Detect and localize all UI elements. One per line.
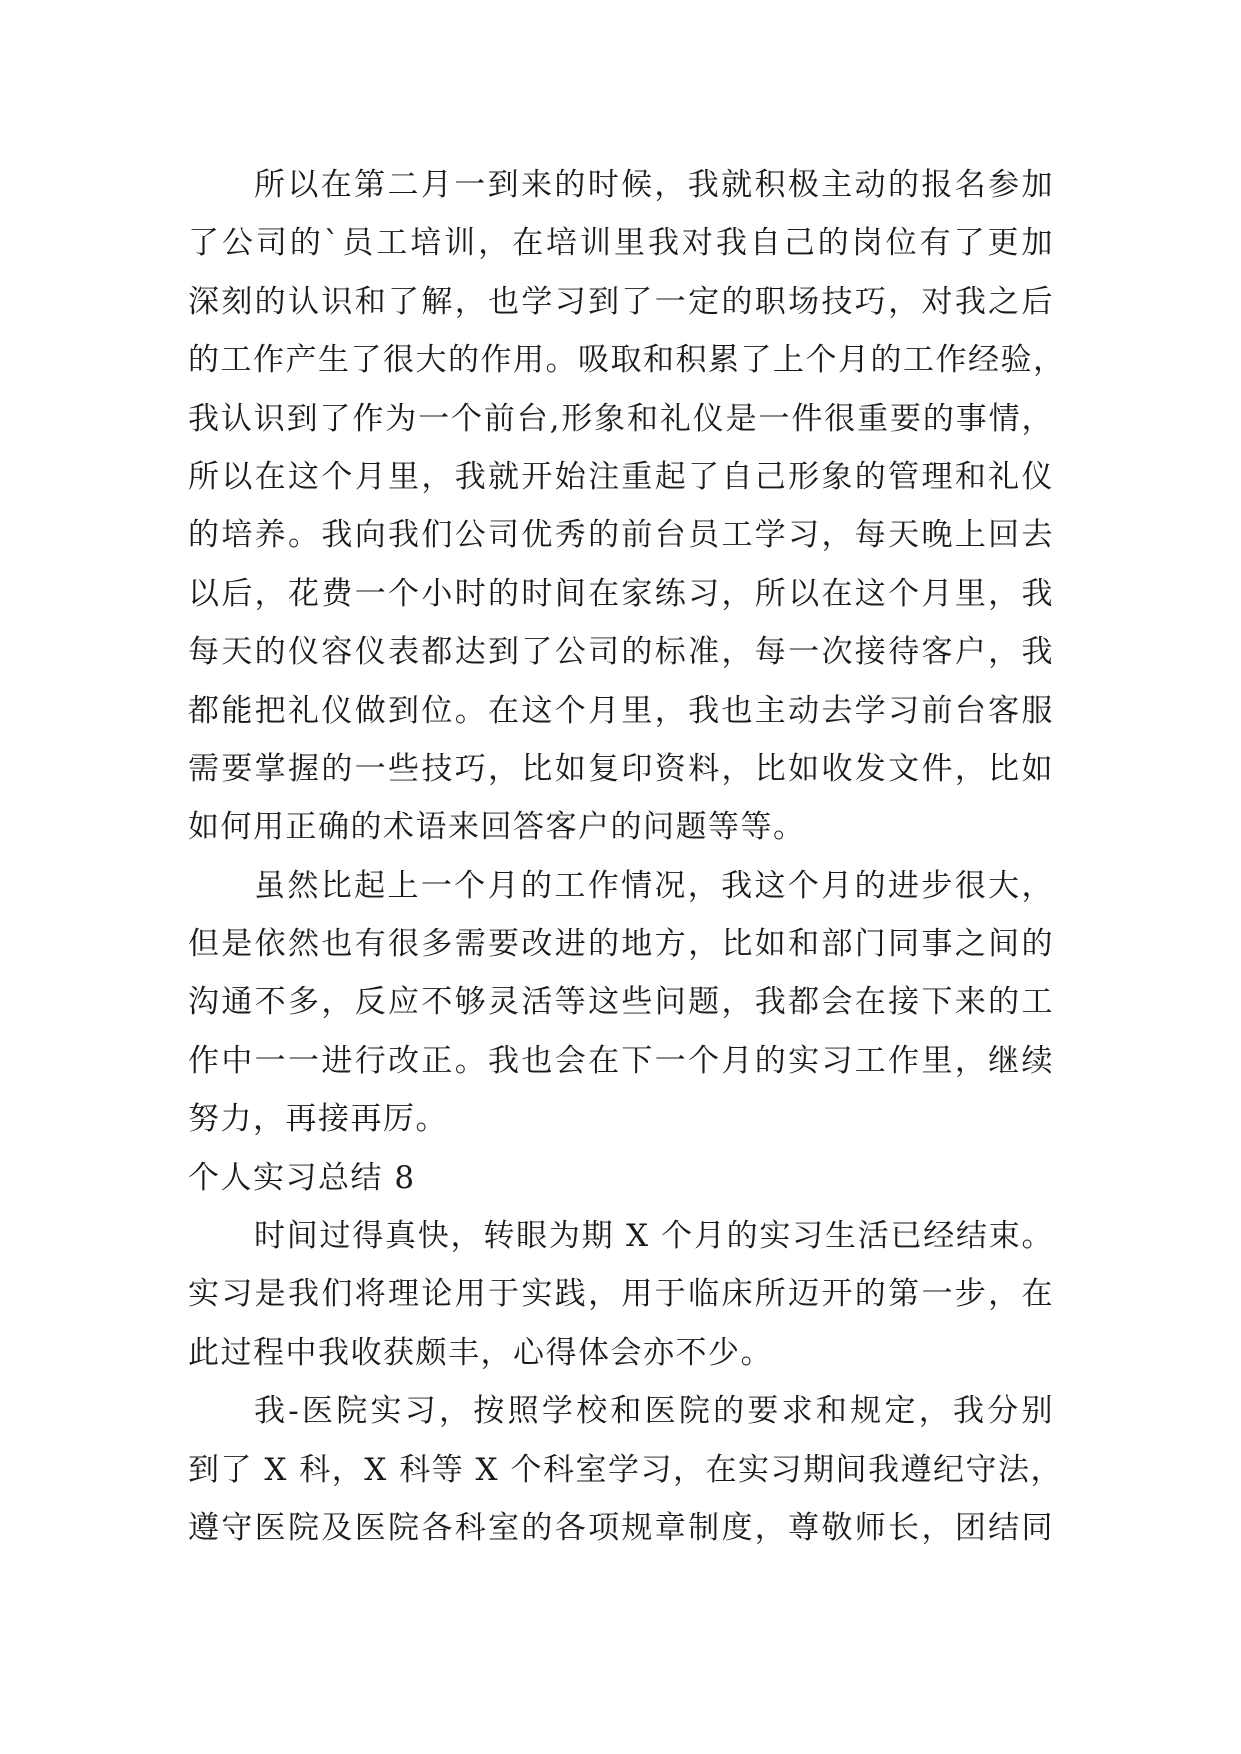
document-body bbox=[188, 156, 1066, 1557]
paragraph-4 bbox=[188, 1382, 1063, 1557]
text-line: 深刻的认识和了解，也学习到了一定的职场技巧，对我之后 bbox=[188, 283, 1054, 320]
text-line: 时间过得真快，转眼为期 X 个月的实习生活已经结束。 bbox=[254, 1218, 1054, 1255]
text-line: 实习是我们将理论用于实践，用于临床所迈开的第一步，在 bbox=[188, 1276, 1054, 1313]
text-line: 了公司的`员工培训，在培训里我对我自己的岗位有了更加 bbox=[188, 225, 1054, 262]
text-line: 都能把礼仪做到位。在这个月里，我也主动去学习前台客服 bbox=[188, 692, 1054, 729]
text-line: 需要掌握的一些技巧，比如复印资料，比如收发文件，比如 bbox=[188, 750, 1054, 787]
text-line: 我认识到了作为一个前台,形象和礼仪是一件很重要的事情， bbox=[188, 400, 1054, 437]
paragraph-1 bbox=[188, 156, 1066, 857]
text-line: 所以在第二月一到来的时候，我就积极主动的报名参加 bbox=[254, 167, 1054, 203]
text-line: 每天的仪容仪表都达到了公司的标准，每一次接待客户，我 bbox=[188, 634, 1054, 671]
paragraph-2 bbox=[188, 857, 1054, 1149]
text-line: 遵守医院及医院各科室的各项规章制度，尊敬师长，团结同 bbox=[188, 1509, 1054, 1546]
paragraph-3 bbox=[188, 1207, 1054, 1382]
section-heading bbox=[188, 1149, 1054, 1207]
text-line: 到了 X 科，X 科等 X 个科室学习，在实习期间我遵纪守法， bbox=[188, 1451, 1063, 1488]
text-line: 努力，再接再厉。 bbox=[188, 1101, 448, 1138]
text-line: 我-医院实习，按照学校和医院的要求和规定，我分别 bbox=[254, 1393, 1054, 1430]
text-line: 如何用正确的术语来回答客户的问题等等。 bbox=[188, 809, 806, 846]
text-line: 此过程中我收获颇丰，心得体会亦不少。 bbox=[188, 1334, 773, 1371]
text-line: 以后，花费一个小时的时间在家练习，所以在这个月里，我 bbox=[188, 575, 1054, 612]
text-line: 的培养。我向我们公司优秀的前台员工学习，每天晚上回去 bbox=[188, 517, 1054, 554]
text-line: 虽然比起上一个月的工作情况，我这个月的进步很大， bbox=[254, 867, 1054, 904]
text-line: 的工作产生了很大的作用。吸取和积累了上个月的工作经验， bbox=[188, 342, 1066, 379]
text-line: 但是依然也有很多需要改进的地方，比如和部门同事之间的 bbox=[188, 926, 1054, 963]
text-line: 作中一一进行改正。我也会在下一个月的实习工作里，继续 bbox=[188, 1042, 1054, 1079]
text-line: 沟通不多，反应不够灵活等这些问题，我都会在接下来的工 bbox=[188, 984, 1054, 1021]
heading-text: 个人实习总结 8 bbox=[188, 1159, 416, 1196]
text-line: 所以在这个月里，我就开始注重起了自己形象的管理和礼仪 bbox=[188, 458, 1054, 495]
